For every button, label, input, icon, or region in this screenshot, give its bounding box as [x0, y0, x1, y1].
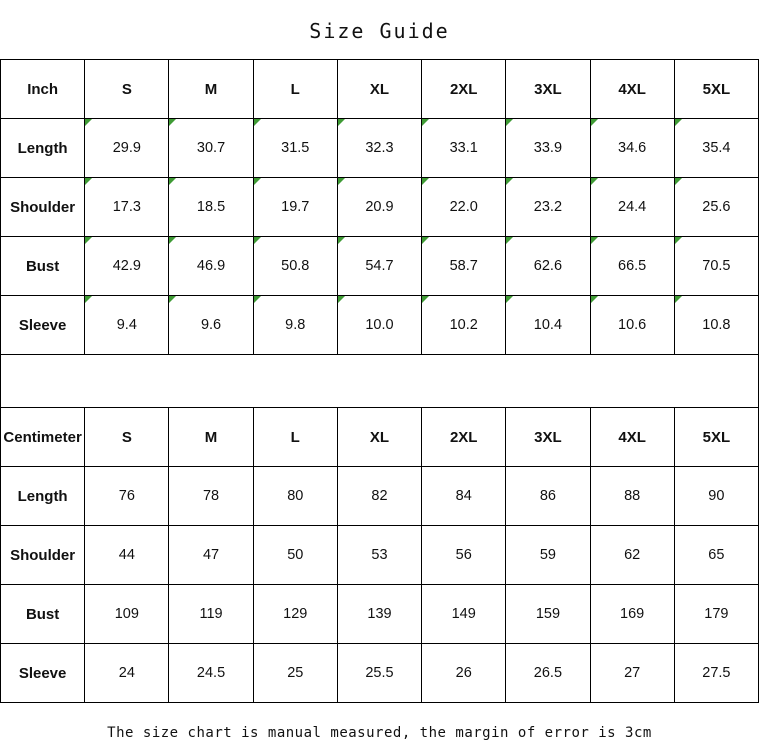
cell-length-4xl: 88 [590, 467, 674, 526]
cell-shoulder-2xl: 22.0 [422, 178, 506, 237]
cell-length-m: 30.7 [169, 119, 253, 178]
cell-length-xl: 82 [337, 467, 421, 526]
column-header-l: L [253, 408, 337, 467]
table-header-row [1, 408, 759, 467]
inch-table-wrapper [0, 59, 759, 355]
cell-sleeve-xl: 10.0 [337, 296, 421, 355]
cell-shoulder-xl: 20.9 [337, 178, 421, 237]
column-header-4xl: 4XL [590, 408, 674, 467]
cell-bust-5xl: 70.5 [674, 237, 758, 296]
column-header-xl: XL [337, 60, 421, 119]
cell-length-l: 80 [253, 467, 337, 526]
table-row [1, 644, 759, 703]
cell-length-5xl: 35.4 [674, 119, 758, 178]
row-label-length: Length [1, 119, 85, 178]
cell-bust-3xl: 62.6 [506, 237, 590, 296]
cell-length-3xl: 86 [506, 467, 590, 526]
cell-bust-l: 129 [253, 585, 337, 644]
cell-bust-xl: 139 [337, 585, 421, 644]
cell-shoulder-4xl: 62 [590, 526, 674, 585]
cell-sleeve-xl: 25.5 [337, 644, 421, 703]
cell-length-2xl: 84 [422, 467, 506, 526]
row-label-bust: Bust [1, 237, 85, 296]
cell-shoulder-3xl: 23.2 [506, 178, 590, 237]
row-label-sleeve: Sleeve [1, 296, 85, 355]
cell-length-s: 76 [85, 467, 169, 526]
table-header-row [1, 60, 759, 119]
cell-sleeve-l: 9.8 [253, 296, 337, 355]
column-header-5xl: 5XL [674, 408, 758, 467]
row-label-bust: Bust [1, 585, 85, 644]
cell-shoulder-3xl: 59 [506, 526, 590, 585]
column-header-l: L [253, 60, 337, 119]
cell-bust-s: 42.9 [85, 237, 169, 296]
cell-sleeve-s: 24 [85, 644, 169, 703]
cell-bust-5xl: 179 [674, 585, 758, 644]
cell-bust-s: 109 [85, 585, 169, 644]
cell-sleeve-5xl: 27.5 [674, 644, 758, 703]
cell-sleeve-4xl: 10.6 [590, 296, 674, 355]
cell-sleeve-m: 9.6 [169, 296, 253, 355]
column-header-m: M [169, 408, 253, 467]
column-header-3xl: 3XL [506, 60, 590, 119]
cell-sleeve-s: 9.4 [85, 296, 169, 355]
measurement-note: The size chart is manual measured, the margin of error is 3cm [107, 725, 652, 741]
row-label-length: Length [1, 467, 85, 526]
cell-shoulder-m: 47 [169, 526, 253, 585]
column-header-2xl: 2XL [422, 408, 506, 467]
table-row [1, 585, 759, 644]
table-separator [0, 355, 759, 407]
cell-length-2xl: 33.1 [422, 119, 506, 178]
column-header-xl: XL [337, 408, 421, 467]
column-header-s: S [85, 408, 169, 467]
cell-bust-2xl: 58.7 [422, 237, 506, 296]
cell-length-l: 31.5 [253, 119, 337, 178]
cell-shoulder-l: 50 [253, 526, 337, 585]
cell-shoulder-s: 17.3 [85, 178, 169, 237]
cell-bust-m: 119 [169, 585, 253, 644]
cell-sleeve-3xl: 10.4 [506, 296, 590, 355]
cell-shoulder-5xl: 65 [674, 526, 758, 585]
cell-length-xl: 32.3 [337, 119, 421, 178]
column-header-5xl: 5XL [674, 60, 758, 119]
cell-length-s: 29.9 [85, 119, 169, 178]
column-header-4xl: 4XL [590, 60, 674, 119]
cell-sleeve-m: 24.5 [169, 644, 253, 703]
unit-label-centimeter: Centimeter [1, 408, 85, 467]
row-label-sleeve: Sleeve [1, 644, 85, 703]
column-header-3xl: 3XL [506, 408, 590, 467]
table-row [1, 296, 759, 355]
row-label-shoulder: Shoulder [1, 526, 85, 585]
cell-sleeve-3xl: 26.5 [506, 644, 590, 703]
cell-shoulder-s: 44 [85, 526, 169, 585]
table-row [1, 119, 759, 178]
cell-shoulder-l: 19.7 [253, 178, 337, 237]
cell-length-5xl: 90 [674, 467, 758, 526]
column-header-m: M [169, 60, 253, 119]
page-title: Size Guide [309, 19, 450, 43]
cell-sleeve-5xl: 10.8 [674, 296, 758, 355]
cell-shoulder-4xl: 24.4 [590, 178, 674, 237]
cell-sleeve-2xl: 26 [422, 644, 506, 703]
cell-shoulder-xl: 53 [337, 526, 421, 585]
cell-bust-l: 50.8 [253, 237, 337, 296]
table-row [1, 526, 759, 585]
table-row [1, 467, 759, 526]
cell-sleeve-2xl: 10.2 [422, 296, 506, 355]
cell-bust-2xl: 149 [422, 585, 506, 644]
cell-shoulder-2xl: 56 [422, 526, 506, 585]
cell-shoulder-5xl: 25.6 [674, 178, 758, 237]
unit-label-inch: Inch [1, 60, 85, 119]
cell-bust-xl: 54.7 [337, 237, 421, 296]
cell-sleeve-l: 25 [253, 644, 337, 703]
row-label-shoulder: Shoulder [1, 178, 85, 237]
cell-length-m: 78 [169, 467, 253, 526]
cell-bust-4xl: 169 [590, 585, 674, 644]
cell-bust-m: 46.9 [169, 237, 253, 296]
cell-sleeve-4xl: 27 [590, 644, 674, 703]
cell-length-3xl: 33.9 [506, 119, 590, 178]
inch-size-table [0, 59, 759, 355]
centimeter-size-table [0, 407, 759, 703]
table-row [1, 237, 759, 296]
table-row [1, 178, 759, 237]
column-header-s: S [85, 60, 169, 119]
column-header-2xl: 2XL [422, 60, 506, 119]
centimeter-table-wrapper [0, 407, 759, 703]
cell-shoulder-m: 18.5 [169, 178, 253, 237]
cell-bust-3xl: 159 [506, 585, 590, 644]
cell-length-4xl: 34.6 [590, 119, 674, 178]
cell-bust-4xl: 66.5 [590, 237, 674, 296]
